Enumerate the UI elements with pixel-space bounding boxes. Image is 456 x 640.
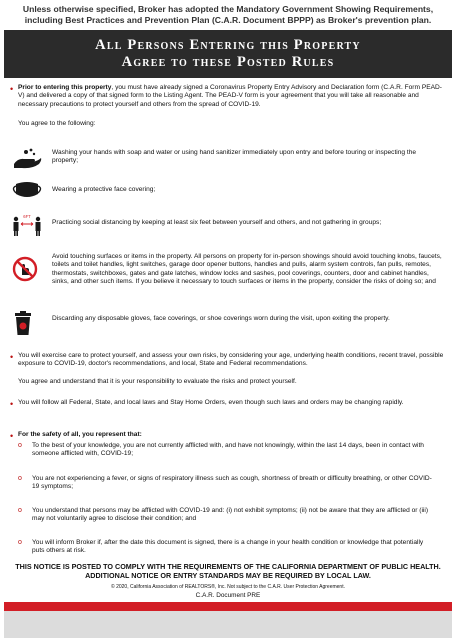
- intro-text: , you must have already signed a Coronavirus Property Entry Advisory and Declaration form (C.A.R. Form PEAD-V) and delivered a copy of that signed form to the Listing Agent. The PEAD-V form is your agreement that you will take all reasonable and necessary precautions to protect yourself and others from the spread of COVID-19.: [18, 84, 442, 108]
- care-paragraph-2: You agree and understand that it is your responsibility to evaluate the risks and protect yourself.: [18, 378, 297, 385]
- laws-paragraph: You will follow all Federal, State, and local laws and Stay Home Orders, even though such laws and orders may be changing rapidly.: [18, 399, 404, 406]
- safety-item: You understand that persons may be afflicted with COVID-19 and: (i) not exhibit symptoms; (ii) not be aware that they are afflicted or (iii) may not voluntarily agree to disclose their condition; and: [32, 507, 429, 523]
- footer-red-bar: [4, 602, 452, 611]
- footer-gray-bar: [4, 611, 452, 638]
- bullet-marker: •: [10, 352, 14, 362]
- banner-line-1: All Persons Entering this Property: [95, 37, 361, 53]
- face-mask-icon: [10, 180, 44, 200]
- rule-face-covering: Wearing a protective face covering;: [52, 186, 156, 193]
- distance-label: 6FT: [23, 214, 31, 219]
- hand-washing-icon: [12, 146, 44, 170]
- rule-avoid-touching: Avoid touching surfaces or items in the property. All persons on property for in-person showings should avoid touching knobs, faucets, toilets and toilet handles, light switches, garage door opener buttons, handles and pulls, alarm system controls, fan pulls, remotes, thermostats, switchboxes, gates and gate latches, window locks and sashes, pool coverings, counters, door and cabinet handles, sinks, and other such items. If you believe it necessary to touch surfaces or items in the property, consider the risks of doing so; and: [52, 253, 442, 286]
- care-paragraph: You will exercise care to protect yourself, and assess your own risks, by considering your age, underlying health conditions, recent travel, possible exposure to COVID-19, doctor's recommendations, and local, State and Federal recommendations.: [18, 352, 444, 368]
- no-touch-icon: [12, 256, 38, 282]
- intro-paragraph: [18, 84, 442, 109]
- bullet-marker: •: [10, 84, 14, 94]
- social-distance-icon: [10, 210, 44, 238]
- copyright-line: © 2020, California Association of REALTORS®, Inc. Not subject to the C.A.R. User Protection Agreement.: [111, 584, 345, 590]
- intro-lead: Prior to entering this property: [18, 84, 112, 91]
- rule-discarding: Discarding any disposable gloves, face coverings, or shoe coverings worn during the visit, upon exiting the property.: [52, 315, 390, 322]
- bullet-marker: •: [10, 431, 14, 441]
- safety-item: You are not experiencing a fever, or signs of respiratory illness such as cough, shortness of breath or difficulty breathing, or other COVID-19 symptoms;: [32, 475, 432, 491]
- banner-title: [4, 37, 452, 71]
- sub-bullet-marker: o: [18, 442, 22, 449]
- bullet-marker: •: [10, 399, 14, 409]
- safety-item: You will inform Broker if, after the date this document is signed, there is a change in your health condition or knowledge that potentially puts others at risk.: [32, 539, 424, 555]
- safety-heading: For the safety of all, you represent that:: [18, 431, 142, 438]
- top-notice: Unless otherwise specified, Broker has adopted the Mandatory Government Showing Requirements, including Best Practices and Prevention Plan (C.A.R. Document BPPP) as Broker's prevention plan.: [22, 4, 434, 25]
- safety-item: To the best of your knowledge, you are not currently afflicted with, and have not knowingly, within the last 14 days, been in contact with someone afflicted with, COVID-19;: [32, 442, 424, 458]
- sub-bullet-marker: o: [18, 539, 22, 546]
- rule-social-distancing: Practicing social distancing by keeping at least six feet between yourself and others, and not gathering in groups;: [52, 219, 382, 226]
- agree-line: You agree to the following:: [18, 120, 96, 127]
- compliance-notice: THIS NOTICE IS POSTED TO COMPLY WITH THE REQUIREMENTS OF THE CALIFORNIA DEPARTMENT OF PUBLIC HEALTH. ADDITIONAL NOTICE OR ENTRY STANDARDS MAY BE REQUIRED BY LOCAL LAW.: [15, 562, 441, 580]
- document-id: C.A.R. Document PRE: [195, 592, 261, 599]
- title-banner: [4, 30, 452, 78]
- rule-hand-washing: Washing your hands with soap and water or using hand sanitizer immediately upon entry and before touring or inspecting the property;: [52, 149, 417, 165]
- sub-bullet-marker: o: [18, 507, 22, 514]
- banner-line-2: Agree to these Posted Rules: [121, 54, 335, 70]
- sub-bullet-marker: o: [18, 475, 22, 482]
- trash-bin-icon: [12, 310, 34, 336]
